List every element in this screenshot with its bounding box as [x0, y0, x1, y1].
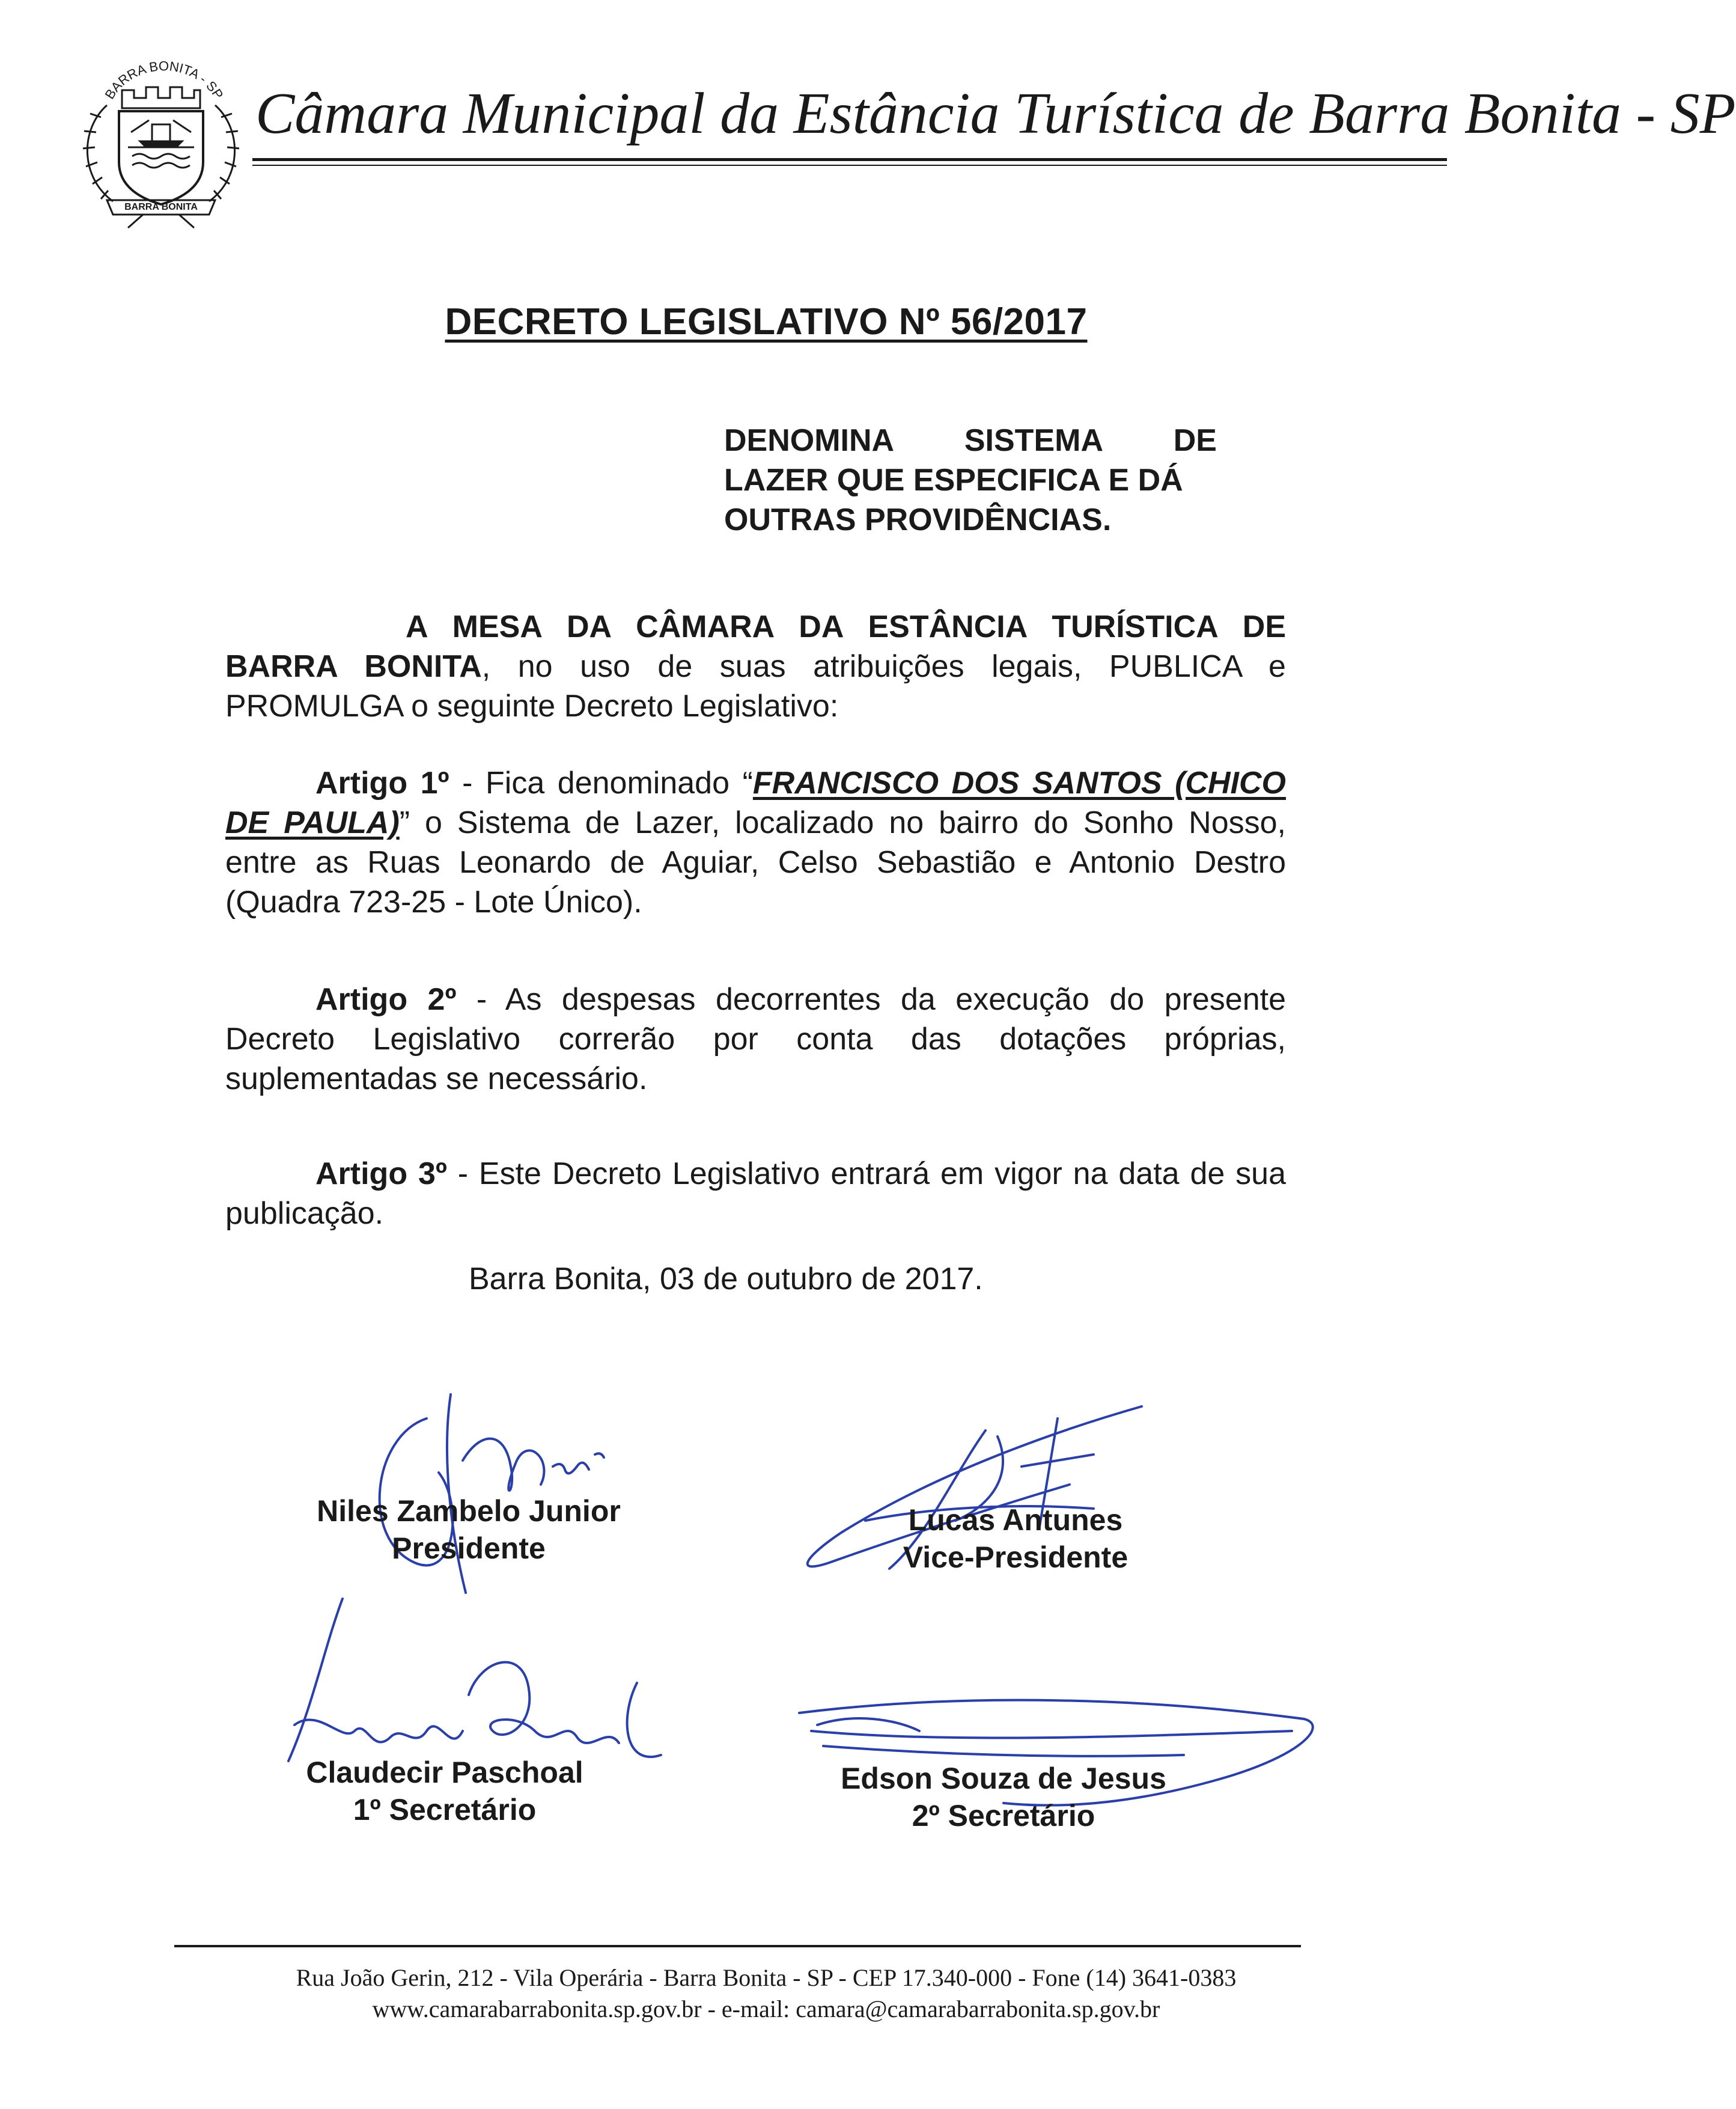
- municipal-seal-logo: [65, 57, 257, 231]
- article-text: - Este Decreto Legislativo entrará em vigor na data de sua publicação.: [225, 1156, 1287, 1231]
- article-text: ” o Sistema de Lazer, localizado no bairro do Sonho Nosso, entre as Ruas Leonardo de Aguiar, Celso Sebastião e Antonio Destro (Quadra 723-25 - Lote Único).: [225, 805, 1286, 920]
- signatory-name: Lucas Antunes: [908, 1503, 1123, 1537]
- article-label: Artigo 1º: [315, 766, 449, 801]
- ementa-word: SISTEMA: [964, 423, 1103, 458]
- seal-banner-text: BARRA BONITA: [124, 202, 198, 212]
- place-date: Barra Bonita, 03 de outubro de 2017.: [469, 1262, 983, 1296]
- article-label: Artigo 2º: [315, 982, 457, 1017]
- article-2: [225, 980, 1286, 1099]
- signatory-role: 2º Secretário: [912, 1799, 1095, 1833]
- intro-lead: A MESA DA CÂMARA DA ESTÂNCIA TURÍSTICA DE BARRA BONITA: [225, 609, 1286, 684]
- signature-block-1-secretario: [282, 1755, 607, 1827]
- ementa-line-2: LAZER QUE ESPECIFICA E DÁ: [724, 463, 1183, 498]
- footer: [0, 1962, 1532, 2025]
- article-text: - Fica denominado “: [449, 766, 753, 801]
- footer-contact: www.camarabarrabonita.sp.gov.br - e-mail: camara@camarabarrabonita.sp.gov.br: [372, 1995, 1160, 2022]
- intro-rest: , no uso de suas atribuições legais, PUBLICA e PROMULGA o seguinte Decreto Legislativo:: [225, 649, 1286, 724]
- article-3: [225, 1154, 1286, 1233]
- ementa-word: DENOMINA: [724, 423, 895, 458]
- footer-address: Rua João Gerin, 212 - Vila Operária - Barra Bonita - SP - CEP 17.340-000 - Fone (14) 3641-0383: [296, 1964, 1237, 1991]
- honoree-name: FRANCISCO DOS SANTOS (CHICO DE PAULA): [225, 766, 1286, 840]
- article-text: - As despesas decorrentes da execução do presente Decreto Legislativo correrão por conta das dotações próprias, suplementadas se necessário.: [225, 982, 1286, 1096]
- ementa-word: DE: [1173, 423, 1217, 458]
- article-label: Artigo 3º: [315, 1156, 447, 1191]
- decree-title: DECRETO LEGISLATIVO Nº 56/2017: [445, 301, 1088, 343]
- signatory-name: Niles Zambelo Junior: [317, 1494, 621, 1528]
- signatory-role: Vice-Presidente: [903, 1540, 1128, 1574]
- ementa-line-3: OUTRAS PROVIDÊNCIAS.: [724, 502, 1112, 537]
- signatory-name: Claudecir Paschoal: [306, 1756, 583, 1789]
- signature-block-vice-presidente: [865, 1503, 1166, 1575]
- ementa-line-1: [724, 421, 1217, 460]
- header-divider: [252, 158, 1447, 166]
- intro-paragraph: [225, 607, 1286, 726]
- svg-text:BARRA BONITA - SP: [102, 58, 227, 102]
- signature-block-2-secretario: [817, 1761, 1190, 1833]
- footer-divider: [174, 1945, 1301, 1947]
- signature-block-presidente: [300, 1494, 637, 1566]
- seal-top-text: BARRA BONITA - SP: [102, 58, 227, 102]
- ementa: [724, 421, 1217, 540]
- signatory-name: Edson Souza de Jesus: [841, 1762, 1166, 1795]
- signatory-role: Presidente: [392, 1531, 546, 1565]
- signatory-role: 1º Secretário: [353, 1793, 537, 1827]
- article-1: [225, 763, 1286, 922]
- header-title: Câmara Municipal da Estância Turística de Barra Bonita - SP: [255, 81, 1736, 146]
